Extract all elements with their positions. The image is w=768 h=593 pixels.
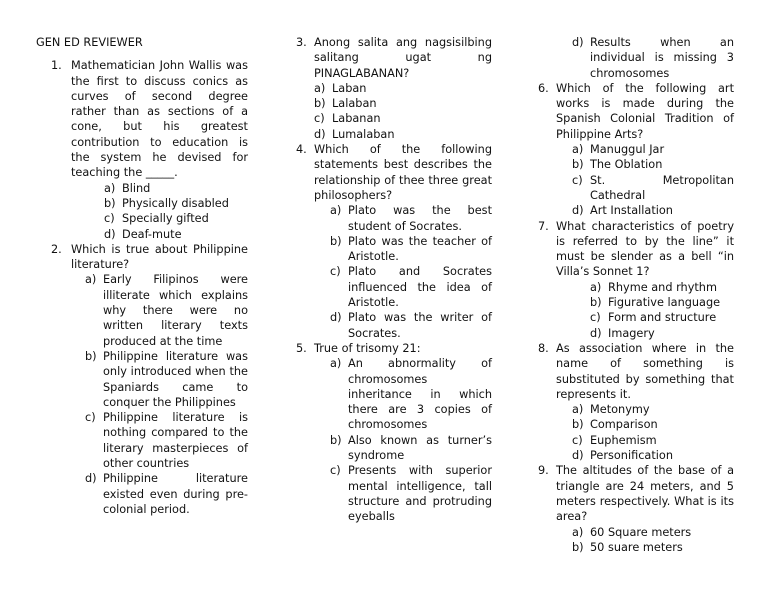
choice-letter: d) bbox=[572, 36, 584, 49]
question-stem bbox=[296, 341, 492, 356]
question-text: Anong salita ang nagsisilbing salitang ugat ng PINAGLABANAN? bbox=[314, 36, 492, 80]
choice-letter: c) bbox=[85, 411, 96, 425]
choice-d bbox=[572, 203, 734, 218]
choice-c bbox=[330, 463, 492, 524]
question-number: 4. bbox=[296, 143, 307, 157]
choice-list bbox=[538, 402, 734, 463]
choice-b bbox=[572, 417, 734, 432]
choice-b bbox=[330, 433, 492, 464]
choice-text: Manuggul Jar bbox=[590, 143, 665, 157]
choice-list bbox=[51, 272, 248, 517]
choice-c bbox=[314, 111, 492, 126]
choice-text: Figurative language bbox=[608, 296, 721, 310]
question-number: 6. bbox=[538, 81, 549, 95]
choice-d bbox=[590, 326, 734, 341]
choice-text: Plato was the best student of Socrates. bbox=[348, 204, 492, 233]
choice-text: Presents with superior mental intelligence, tall structure and protruding eyeballs bbox=[348, 464, 492, 524]
choice-text: Metonymy bbox=[590, 403, 650, 417]
choice-c bbox=[572, 173, 734, 204]
choice-text: Laban bbox=[332, 81, 367, 95]
choice-letter: a) bbox=[314, 81, 326, 95]
choice-a bbox=[330, 356, 492, 432]
choice-list bbox=[538, 280, 734, 341]
choice-text: Personification bbox=[590, 449, 673, 463]
choice-list bbox=[296, 356, 492, 524]
choice-text: Physically disabled bbox=[122, 196, 229, 210]
choice-b bbox=[85, 349, 248, 410]
choice-d bbox=[572, 35, 734, 81]
question-3 bbox=[296, 35, 492, 142]
question-number: 5. bbox=[296, 341, 307, 355]
choice-text: Specially gifted bbox=[122, 212, 209, 226]
choice-text: Also known as turner’s syndrome bbox=[348, 433, 492, 463]
choice-text: St. Metropolitan Cathedral bbox=[590, 173, 734, 202]
choice-letter: c) bbox=[572, 173, 583, 187]
choice-c bbox=[572, 433, 734, 448]
choice-letter: d) bbox=[314, 127, 326, 141]
question-stem bbox=[296, 142, 492, 203]
question-text: Which is true about Philippine literature? bbox=[71, 242, 248, 272]
choice-c bbox=[330, 264, 492, 310]
choice-text: Comparison bbox=[590, 418, 658, 432]
choice-text: Philippine literature existed even during pre-colonial period. bbox=[103, 472, 248, 516]
choice-a bbox=[314, 81, 492, 96]
choice-letter: a) bbox=[85, 273, 97, 287]
question-number: 8. bbox=[538, 341, 549, 355]
choice-c bbox=[590, 310, 734, 325]
choice-letter: c) bbox=[572, 433, 583, 447]
question-6 bbox=[538, 81, 734, 219]
choice-a bbox=[590, 280, 734, 295]
choice-c bbox=[104, 211, 248, 226]
choice-letter: a) bbox=[330, 357, 342, 371]
choice-d bbox=[104, 227, 248, 242]
question-stem bbox=[538, 341, 734, 402]
choice-text: Plato was the writer of Socrates. bbox=[348, 311, 492, 340]
choice-b bbox=[314, 96, 492, 111]
question-number: 7. bbox=[538, 219, 549, 233]
choice-letter: a) bbox=[590, 280, 602, 294]
choice-letter: b) bbox=[330, 433, 342, 447]
choice-letter: a) bbox=[104, 181, 116, 195]
question-stem bbox=[538, 219, 734, 280]
choice-text: Euphemism bbox=[590, 433, 657, 447]
question-text: Which of the following statements best describes the relationship of thee three great philosophers? bbox=[314, 143, 492, 202]
question-text: Which of the following art works is made during the Spanish Colonial Tradition of Philippine Arts? bbox=[556, 81, 734, 141]
question-5-continued bbox=[538, 35, 734, 81]
choice-text: Labanan bbox=[332, 112, 381, 126]
choice-b bbox=[590, 295, 734, 310]
choice-letter: a) bbox=[572, 403, 584, 417]
choice-text: Rhyme and rhythm bbox=[608, 280, 717, 294]
choice-c bbox=[85, 410, 248, 471]
question-stem bbox=[296, 35, 492, 81]
choice-letter: b) bbox=[314, 97, 326, 111]
choice-text: Lalaban bbox=[332, 97, 377, 111]
question-9 bbox=[538, 463, 734, 555]
choice-text: Blind bbox=[122, 181, 151, 195]
question-7 bbox=[538, 219, 734, 341]
question-stem bbox=[538, 81, 734, 142]
choice-text: Early Filipinos were illiterate which explains why there were no written literary texts produced at the time bbox=[103, 273, 248, 348]
question-text: True of trisomy 21: bbox=[314, 341, 421, 355]
choice-text: Plato was the teacher of Aristotle. bbox=[348, 234, 492, 264]
choice-b bbox=[572, 157, 734, 172]
choice-text: An abnormality of chromosomes inheritance in which there are 3 copies of chromosomes bbox=[348, 357, 492, 432]
choice-letter: d) bbox=[590, 326, 602, 340]
choice-text: The Oblation bbox=[590, 158, 663, 172]
choice-letter: b) bbox=[104, 196, 116, 210]
question-stem bbox=[538, 463, 734, 524]
question-1 bbox=[36, 58, 248, 242]
choice-letter: b) bbox=[85, 349, 97, 363]
choice-letter: d) bbox=[330, 311, 342, 325]
choice-letter: c) bbox=[104, 212, 115, 226]
choice-list bbox=[296, 81, 492, 142]
choice-text: Imagery bbox=[608, 326, 655, 340]
question-text: Mathematician John Wallis was the first to discuss conics as curves of second degree rather than as sections of a cone, but his greatest contribution to education is the system he devised for teaching the _____. bbox=[71, 59, 248, 180]
question-4 bbox=[296, 142, 492, 341]
choice-a bbox=[330, 203, 492, 234]
choice-b bbox=[104, 196, 248, 211]
question-stem bbox=[51, 242, 248, 273]
choice-a bbox=[85, 272, 248, 348]
question-number: 2. bbox=[51, 242, 62, 256]
choice-text: Lumalaban bbox=[332, 127, 395, 141]
choice-a bbox=[572, 525, 734, 540]
choice-letter: b) bbox=[572, 418, 584, 432]
choice-letter: b) bbox=[572, 540, 584, 554]
choice-text: Philippine literature was only introduced when the Spaniards came to conquer the Philippines bbox=[103, 349, 248, 409]
choice-list bbox=[538, 525, 734, 556]
choice-letter: b) bbox=[330, 234, 342, 248]
choice-letter: d) bbox=[104, 227, 116, 241]
choice-letter: b) bbox=[590, 296, 602, 310]
choice-letter: b) bbox=[572, 158, 584, 172]
choice-letter: d) bbox=[572, 204, 584, 218]
document-title: GEN ED REVIEWER bbox=[36, 36, 143, 49]
question-number: 9. bbox=[538, 464, 549, 478]
question-text: The altitudes of the base of a triangle are 24 meters, and 5 meters respectively. What is its area? bbox=[556, 464, 734, 524]
choice-b bbox=[330, 234, 492, 265]
choice-text: Plato and Socrates influenced the idea of Aristotle. bbox=[348, 265, 492, 310]
choice-list bbox=[51, 181, 248, 242]
choice-b bbox=[572, 540, 734, 555]
choice-letter: a) bbox=[330, 204, 342, 218]
choice-letter: d) bbox=[572, 449, 584, 463]
choice-letter: c) bbox=[314, 112, 325, 126]
column-3 bbox=[538, 35, 734, 555]
choice-text: 60 Square meters bbox=[590, 525, 692, 539]
choice-letter: a) bbox=[572, 143, 584, 157]
question-text: As association where in the name of something is substituted by something that represents it. bbox=[556, 341, 734, 401]
column-1 bbox=[36, 35, 248, 517]
choice-letter: c) bbox=[330, 464, 341, 478]
choice-text: Form and structure bbox=[608, 311, 717, 325]
choice-text: Results when an individual is missing 3 chromosomes bbox=[590, 36, 734, 80]
question-8 bbox=[538, 341, 734, 463]
question-2 bbox=[36, 242, 248, 517]
choice-list bbox=[296, 203, 492, 341]
choice-a bbox=[572, 142, 734, 157]
question-text: What characteristics of poetry is referred to by the line” it must be slender as a bell “in Villa’s Sonnet 1? bbox=[556, 219, 734, 279]
choice-text: Deaf-mute bbox=[122, 227, 182, 241]
choice-d bbox=[314, 127, 492, 142]
choice-a bbox=[104, 181, 248, 196]
question-number: 1. bbox=[51, 59, 62, 73]
choice-letter: c) bbox=[330, 265, 341, 279]
choice-text: Philippine literature is nothing compared to the literary masterpieces of other countries bbox=[103, 411, 248, 471]
choice-letter: c) bbox=[590, 311, 601, 325]
question-stem bbox=[51, 58, 248, 180]
choice-list bbox=[538, 142, 734, 218]
choice-text: 50 suare meters bbox=[590, 540, 683, 554]
choice-d bbox=[85, 471, 248, 517]
choice-text: Art Installation bbox=[590, 204, 673, 218]
choice-d bbox=[330, 310, 492, 341]
choice-a bbox=[572, 402, 734, 417]
choice-letter: a) bbox=[572, 525, 584, 539]
choice-d bbox=[572, 448, 734, 463]
question-number: 3. bbox=[296, 36, 307, 49]
choice-letter: d) bbox=[85, 472, 97, 486]
question-5 bbox=[296, 341, 492, 525]
column-2 bbox=[296, 35, 492, 525]
